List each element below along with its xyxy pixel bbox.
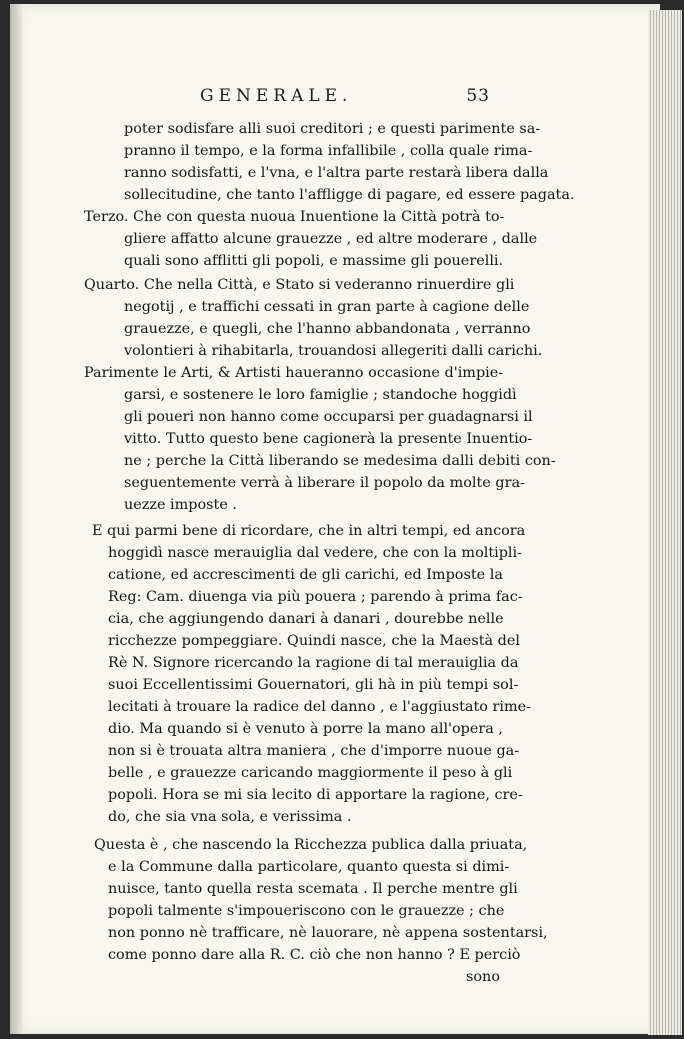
text-line: ranno sodisfatti, e l'vna, e l'altra parte restarà libera dalla	[124, 165, 549, 181]
text-line: non ponno nè trafficare, nè lauorare, nè appena sostentarsi,	[108, 925, 548, 941]
text-line: suoi Eccellentissimi Gouernatori, gli hà in più tempi sol-	[108, 677, 519, 693]
text-line: cia, che aggiungendo danari à danari , dourebbe nelle	[108, 611, 504, 627]
text-line: Rè N. Signore ricercando la ragione di tal merauiglia da	[108, 655, 519, 671]
text-line: quali sono afflitti gli popoli, e massime gli pouerelli.	[124, 253, 504, 269]
header-title: GENERALE.	[200, 86, 353, 106]
text-line: garsi, e sostenere le loro famiglie ; standoche hoggidì	[124, 387, 517, 403]
text-line: E qui parmi bene di ricordare, che in altri tempi, ed ancora	[92, 523, 526, 539]
catchword: sono	[466, 969, 500, 985]
running-header	[200, 86, 490, 112]
text-line: popoli talmente s'impoueriscono con le grauezze ; che	[108, 903, 505, 919]
text-line: volontieri à rihabitarla, trouandosi allegeriti dalli carichi.	[124, 343, 543, 359]
text-line: Questa è , che nascendo la Ricchezza publica dalla priuata,	[94, 837, 528, 853]
text-line: vitto. Tutto questo bene cagionerà la presente Inuentio-	[124, 431, 533, 447]
book-page	[10, 4, 660, 1034]
text-line: belle , e grauezze caricando maggiormente il peso à gli	[108, 765, 513, 781]
text-line: popoli. Hora se mi sia lecito di apportare la ragione, cre-	[108, 787, 523, 803]
text-line: grauezze, e quegli, che l'hanno abbandonata , verranno	[124, 321, 531, 337]
text-line: do, che sia vna sola, e verissima .	[108, 809, 352, 825]
text-line: uezze imposte .	[124, 497, 237, 513]
text-line: poter sodisfare alli suoi creditori ; e questi parimente sa-	[124, 121, 541, 137]
text-line: sollecitudine, che tanto l'affligge di pagare, ed essere pagata.	[124, 187, 575, 203]
text-line: pranno il tempo, e la forma infallibile , colla quale rima-	[124, 143, 533, 159]
text-line: e la Commune dalla particolare, quanto questa si dimi-	[108, 859, 510, 875]
text-line: ne ; perche la Città liberando se medesima dalli debiti con-	[124, 453, 556, 469]
text-line: hoggidì nasce merauiglia dal vedere, che con la moltipli-	[108, 545, 522, 561]
text-line: non si è trouata altra maniera , che d'imporre nuoue ga-	[108, 743, 520, 759]
text-line: dio. Ma quando si è venuto à porre la mano all'opera ,	[108, 721, 504, 737]
text-line: Reg: Cam. diuenga via più pouera ; parendo à prima fac-	[108, 589, 523, 605]
text-line: seguentemente verrà à liberare il popolo da molte gra-	[124, 475, 525, 491]
text-line: nuisce, tanto quella resta scemata . Il perche mentre gli	[108, 881, 518, 897]
text-line: Parimente le Arti, & Artisti haueranno occasione d'impie-	[84, 365, 504, 381]
page-number: 53	[466, 86, 490, 106]
text-line: gli poueri non hanno come occuparsi per guadagnarsi il	[124, 409, 533, 425]
page-gutter	[10, 4, 22, 1034]
text-line: catione, ed accrescimenti de gli carichi, ed Imposte la	[108, 567, 503, 583]
text-line: negotij , e traffichi cessati in gran parte à cagione delle	[124, 299, 530, 315]
text-line: lecitati à trouare la radice del danno , e l'aggiustato rime-	[108, 699, 531, 715]
text-line: ricchezze pompeggiare. Quindi nasce, che la Maestà del	[108, 633, 520, 649]
text-line: come ponno dare alla R. C. ciò che non hanno ? E perciò	[108, 947, 521, 963]
text-line: Quarto. Che nella Città, e Stato si vederanno rinuerdire gli	[84, 277, 515, 293]
text-line: Terzo. Che con questa nuoua Inuentione la Città potrà to-	[84, 209, 505, 225]
text-line: gliere affatto alcune grauezze , ed altre moderare , dalle	[124, 231, 538, 247]
page-edges	[648, 10, 682, 1035]
